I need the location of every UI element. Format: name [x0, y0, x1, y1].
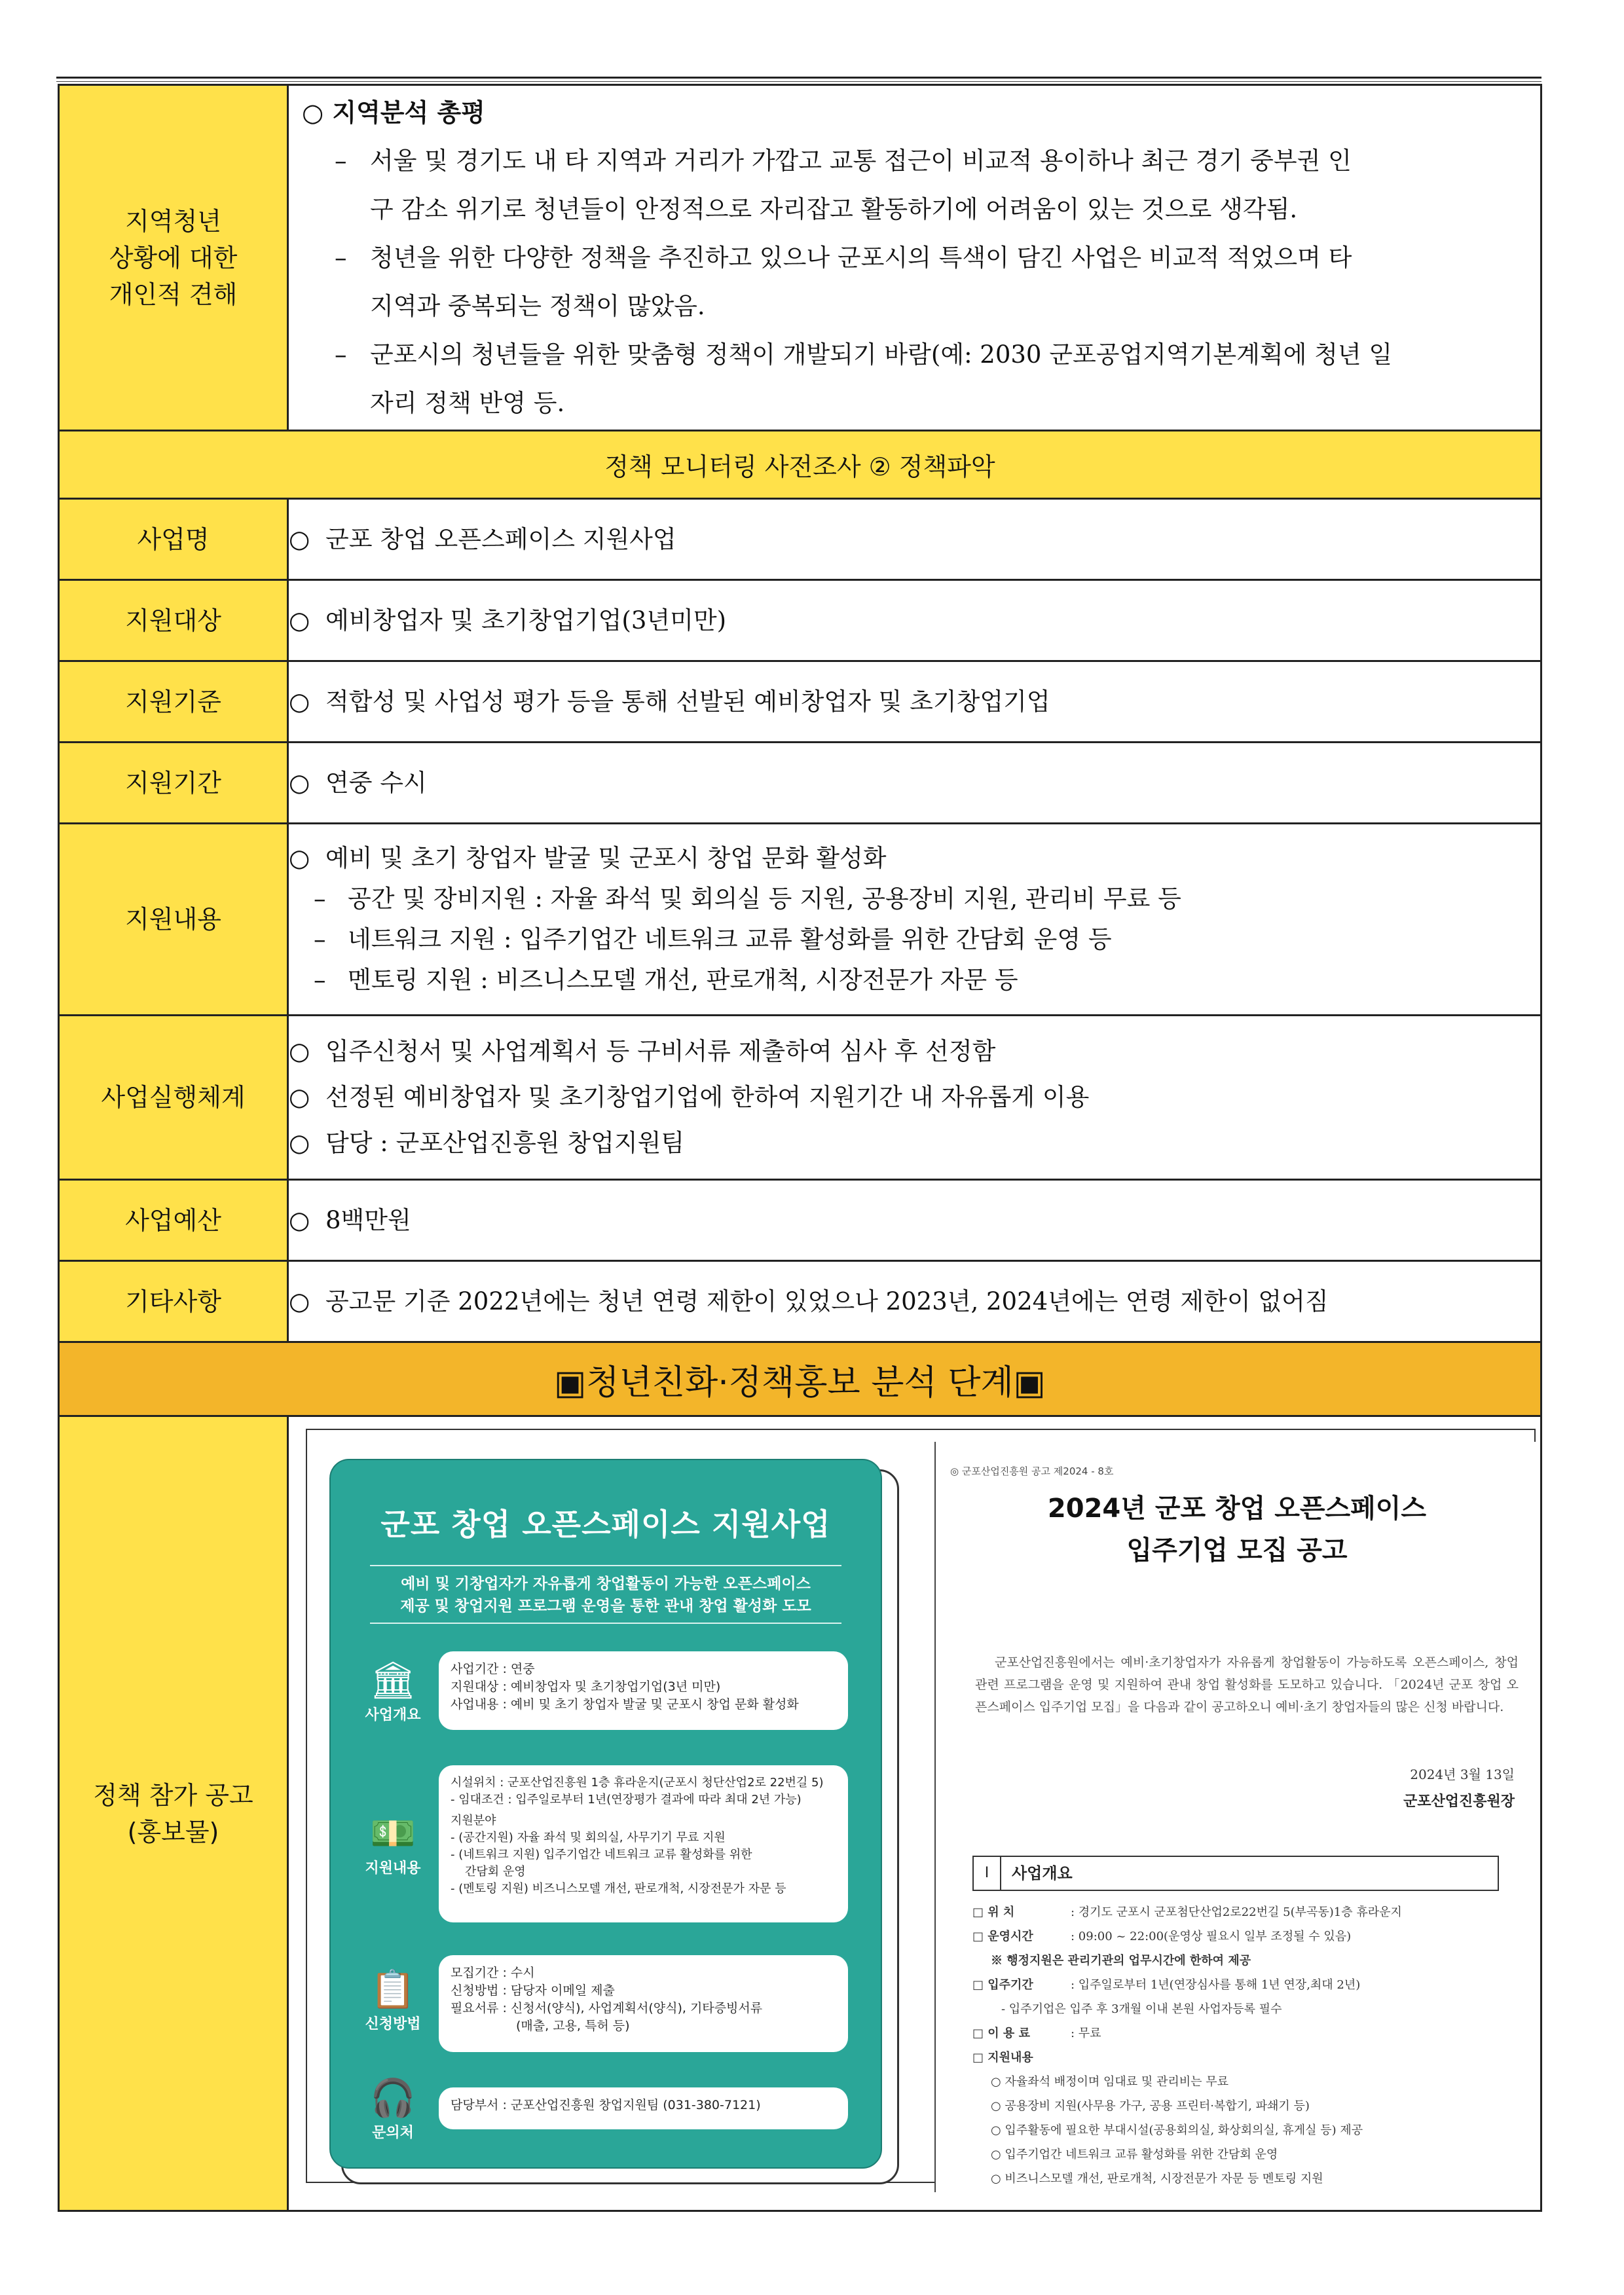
policy-table: [58, 84, 1542, 2212]
section-banner: 정책 모니터링 사전조사 ② 정책파악: [59, 431, 1541, 499]
opinion-content: ○ 지역분석 총평 – 서울 및 경기도 내 타 지역과 거리가 가깝고 교통 접근이 비교적 용이하나 최근 경기 중부권 인 구 감소 위기로 청년들이 안정적으로 자리잡고 활동하기에 어려움이 있는 것으로 생각됨. – 청년을 위한 다양한 정책을 추진하고 있으나 군포시의 특색이 담긴 사업은 비교적 적었으며 타 지역과 중복되는 정책이 많았음. – 군포시의 청년들을 위한 맞춤형 정책이 개발되기 바람(예: 2030 군포공업지역기본계획에 청년 일 자리 정책 반영 등.: [288, 85, 1541, 431]
criteria-value: ○ 적합성 및 사업성 평가 등을 통해 선발된 예비창업자 및 초기창업기업: [288, 661, 1541, 743]
promo-label: 정책 참가 공고 (홍보물): [59, 1416, 288, 2211]
period-value: ○ 연중 수시: [288, 743, 1541, 824]
notice-title: 2024년 군포 창업 오픈스페이스 입주기업 모집 공고: [1047, 1494, 1427, 1566]
row-etc: [59, 1261, 1541, 1342]
poster-section-support: 💵 지원내용 시설위치 : 군포산업진흥원 1층 휴라운지(군포시 청단산업2로 22번길 5) - 임대조건 : 입주일로부터 1년(연장평가 결과에 따라 최대 2년 가능) 지원분야 - (공간지원) 자율 좌석 및 회의실, 사무기기 무료 지원 - (네트워크 지원) 입주기업간 네트워크 교류 활성화를 위한 간담회 운영 - (멘토링 지원) 비즈니스모델 개선, 판로개척, 시장전문가 자문 등: [357, 1765, 855, 1929]
headset-icon: 🎧: [370, 2077, 416, 2120]
opinion-item-2: – 청년을 위한 다양한 정책을 추진하고 있으나 군포시의 특색이 담긴 사업은 비교적 적었으며 타: [335, 243, 1352, 272]
poster-section-overview: 🏛 사업개요 사업기간 : 연중 지원대상 : 예비창업자 및 초기창업기업(3년 미만) 사업내용 : 예비 및 초기 창업자 발굴 및 군포시 창업 문화 활성화: [357, 1651, 855, 1736]
promo-row: [59, 1416, 1541, 2211]
money-hand-icon: 💵: [370, 1812, 416, 1855]
content-label: 지원내용: [59, 824, 288, 1016]
row-content: [59, 824, 1541, 1016]
etc-label: 기타사항: [59, 1261, 288, 1342]
row-budget: [59, 1180, 1541, 1261]
poster-subtitle: 예비 및 기창업자가 자유롭게 창업활동이 가능한 오픈스페이스 제공 및 창업지원 프로그램 운영을 통한 관내 창업 활성화 도모: [400, 1575, 811, 1615]
budget-label: 사업예산: [59, 1180, 288, 1261]
poster-card: [329, 1459, 882, 2169]
top-rule: [56, 77, 1541, 79]
content-value: ○ 예비 및 초기 창업자 발굴 및 군포시 창업 문화 활성화 – 공간 및 장비지원 : 자율 좌석 및 회의실 등 지원, 공용장비 지원, 관리비 무료 등 – 네트워크 지원 : 입주기업간 네트워크 교류 활성화를 위한 간담회 운영 등 – 멘토링 지원 : 비즈니스모델 개선, 판로개척, 시장전문가 자문 등: [288, 824, 1541, 1016]
stage-header: ▣청년친화·정책홍보 분석 단계▣: [59, 1342, 1541, 1416]
top-rule-thin: [56, 81, 1541, 82]
row-period: [59, 743, 1541, 824]
poster-title: 군포 창업 오픈스페이스 지원사업: [380, 1507, 831, 1542]
target-label: 지원대상: [59, 580, 288, 661]
poster-section-contact: 🎧 문의처 담당부서 : 군포산업진흥원 창업지원팀 (031-380-7121): [357, 2076, 855, 2148]
poster-section-apply: 📋 신청방법 모집기간 : 수시 신청방법 : 담당자 이메일 제출 필요서류 : 신청서(양식), 사업계획서(양식), 기타증빙서류 (매출, 고용, 특허 등): [357, 1955, 855, 2053]
name-value: ○ 군포 창업 오픈스페이스 지원사업: [288, 499, 1541, 580]
etc-value: ○ 공고문 기준 2022년에는 청년 연령 제한이 있었으나 2023년, 2024년에는 연령 제한이 없어짐: [288, 1261, 1541, 1342]
system-value: ○ 입주신청서 및 사업계획서 등 구비서류 제출하여 심사 후 선정함 ○ 선정된 예비창업자 및 초기창업기업에 한하여 지원기간 내 자유롭게 이용 ○ 담당 : 군포산업진흥원 창업지원팀: [288, 1016, 1541, 1180]
opinion-heading: ○ 지역분석 총평: [302, 97, 485, 127]
budget-value: ○ 8백만원: [288, 1180, 1541, 1261]
row-criteria: [59, 661, 1541, 743]
row-target: [59, 580, 1541, 661]
stage-row: [59, 1342, 1541, 1416]
notice-section-header: Ⅰ 사업개요: [972, 1856, 1499, 1891]
notice-body: 군포산업진흥원에서는 예비·초기창업자가 자유롭게 창업활동이 가능하도록 오픈스페이스, 창업관련 프로그램을 운영 및 지원하여 관내 창업 활성화를 도모하고 있습니다. 「2024년 군포 창업 오픈스페이스 입주기업 모집」을 다음과 같이 공고하오니 예비·초기 창업자들의 많은 신청 바랍니다.: [975, 1655, 1519, 1714]
row-name: [59, 499, 1541, 580]
period-label: 지원기간: [59, 743, 288, 824]
target-value: ○ 예비창업자 및 초기창업기업(3년미만): [288, 580, 1541, 661]
promo-content: [288, 1416, 1541, 2211]
opinion-item-1: – 서울 및 경기도 내 타 지역과 거리가 가깝고 교통 접근이 비교적 용이하나 최근 경기 중부권 인: [335, 146, 1352, 175]
notice-list: □ 위 치 : 경기도 군포시 군포첨단산업2로22번길 5(부곡동)1층 휴라운지 □ 운영시간 : 09:00 ~ 22:00(운영상 필요시 일부 조정될 수 있음) ※ 행정지원은 관리기관의 업무시간에 한하여 제공 □ 입주기간 : 입주일로부터 1년(연장심사를 통해 1년 연장,최대 2년) - 입주기업은 입주 후 3개월 이내 본원 사업자등록 필수 □ 이 용 료 : 무료 □ 지원내용 ○ 자율좌석 배정이며 임대료 및 관리비는 무료 ○ 공용장비 지원(사무용 가구, 공용 프린터·복합기, 파쇄기 등) ○ 입주활동에 필요한 부대시설(공용회의실, 화상회의실, 휴게실 등) 제공 ○ 입주기업간 네트워크 교류 활성화를 위한 간담회 운영 ○ 비즈니스모델 개선, 판로개척, 시장전문가 자문 등 멘토링 지원: [972, 1905, 1402, 2186]
promo-image-frame: [306, 1429, 1536, 2186]
poster-rule-top: [370, 1565, 841, 1566]
poster-rule-bottom: [370, 1623, 841, 1624]
system-label: 사업실행체계: [59, 1016, 288, 1180]
notice-date: 2024년 3월 13일: [1410, 1767, 1515, 1782]
opinion-row: [59, 85, 1541, 431]
notice-number: ◎ 군포산업진흥원 공고 제2024 - 8호: [950, 1465, 1114, 1477]
banner-row: [59, 431, 1541, 499]
recruitment-notice: [934, 1442, 1538, 2192]
notice-org: 군포산업진흥원장: [1403, 1793, 1515, 1810]
criteria-label: 지원기준: [59, 661, 288, 743]
opinion-label: 지역청년 상황에 대한 개인적 견해: [59, 85, 288, 431]
row-system: [59, 1016, 1541, 1180]
document-search-icon: 📋: [370, 1968, 416, 2011]
name-label: 사업명: [59, 499, 288, 580]
bank-icon: 🏛: [369, 1659, 416, 1702]
opinion-item-3: – 군포시의 청년들을 위한 맞춤형 정책이 개발되기 바람(예: 2030 군포공업지역기본계획에 청년 일: [335, 340, 1393, 369]
